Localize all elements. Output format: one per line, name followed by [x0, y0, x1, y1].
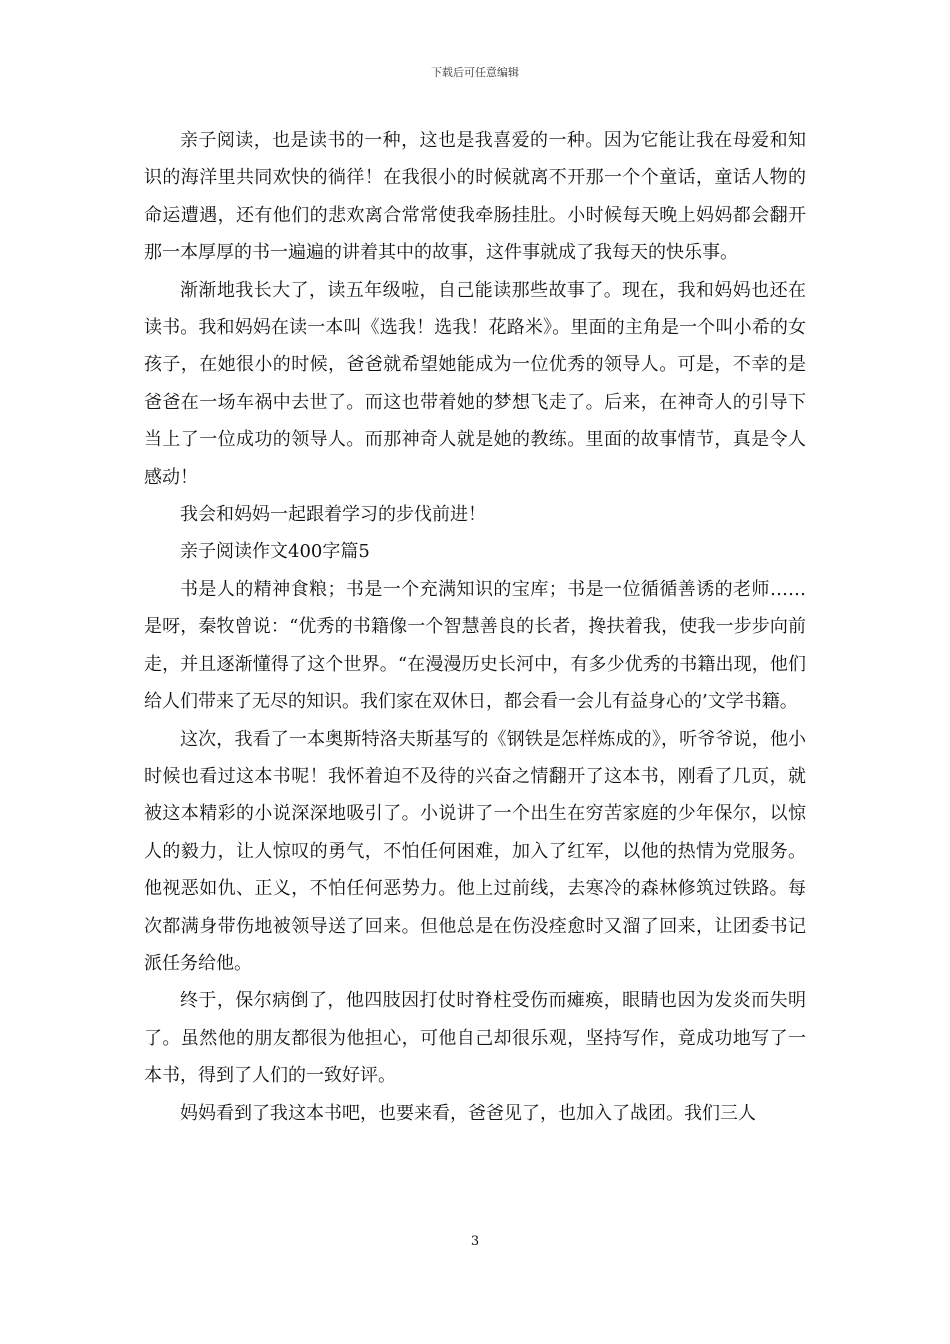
paragraph: 终于，保尔病倒了，他四肢因打仗时脊柱受伤而瘫痪，眼睛也因为发炎而失明了。虽然他的朋友都很为他担心，可他自己却很乐观，坚持写作，竟成功地写了一本书，得到了人们的一致好评。: [144, 990, 806, 1087]
paragraph: 渐渐地我长大了，读五年级啦，自己能读那些故事了。现在，我和妈妈也还在读书。我和妈妈在读一本叫《选我！选我！花路米》。里面的主角是一个叫小希的女孩子，在她很小的时候，爸爸就希望她能成为一位优秀的领导人。可是，不幸的是爸爸在一场车祸中去世了。而这也带着她的梦想飞走了。后来，在神奇人的引导下当上了一位成功的领导人。而那神奇人就是她的教练。里面的故事情节，真是令人感动！: [144, 279, 806, 488]
paragraph: 书是人的精神食粮；书是一个充满知识的宝库；书是一位循循善诱的老师……是呀，秦牧曾说：“优秀的书籍像一个智慧善良的长者，搀扶着我，使我一步步向前走，并且逐渐懂得了这个世界。“在漫漫历史长河中，有多少优秀的书籍出现，他们给人们带来了无尽的知识。我们家在双休日，都会看一会儿有益身心的’文学书籍。: [144, 578, 806, 713]
paragraph: 妈妈看到了我这本书吧，也要来看，爸爸见了，也加入了战团。我们三人: [180, 1102, 756, 1124]
paragraph: 我会和妈妈一起跟着学习的步伐前进！: [180, 504, 486, 526]
section-heading: 亲子阅读作文400字篇5: [180, 541, 370, 563]
document-body: [144, 122, 806, 1132]
paragraph: 亲子阅读，也是读书的一种，这也是我喜爱的一种。因为它能让我在母爱和知识的海洋里共同欢快的徜徉！在我很小的时候就离不开那一个个童话，童话人物的命运遭遇，还有他们的悲欢离合常常使我牵肠挂肚。小时候每天晚上妈妈都会翻开那一本厚厚的书一遍遍的讲着其中的故事，这件事就成了我每天的快乐事。: [144, 130, 806, 264]
page-number: 3: [470, 1234, 480, 1249]
paragraph: 这次，我看了一本奥斯特洛夫斯基写的《钢铁是怎样炼成的》，听爷爷说，他小时候也看过这本书呢！我怀着迫不及待的兴奋之情翻开了这本书，刚看了几页，就被这本精彩的小说深深地吸引了。小说讲了一个出生在穷苦家庭的少年保尔，以惊人的毅力，让人惊叹的勇气，不怕任何困难，加入了红军，以他的热情为党服务。他视恶如仇、正义，不怕任何恶势力。他上过前线，去寒冷的森林修筑过铁路。每次都满身带伤地被领导送了回来。但他总是在伤没痊愈时又溜了回来，让团委书记派任务给他。: [144, 728, 806, 974]
page-header: 下载后可任意编辑: [431, 66, 519, 79]
